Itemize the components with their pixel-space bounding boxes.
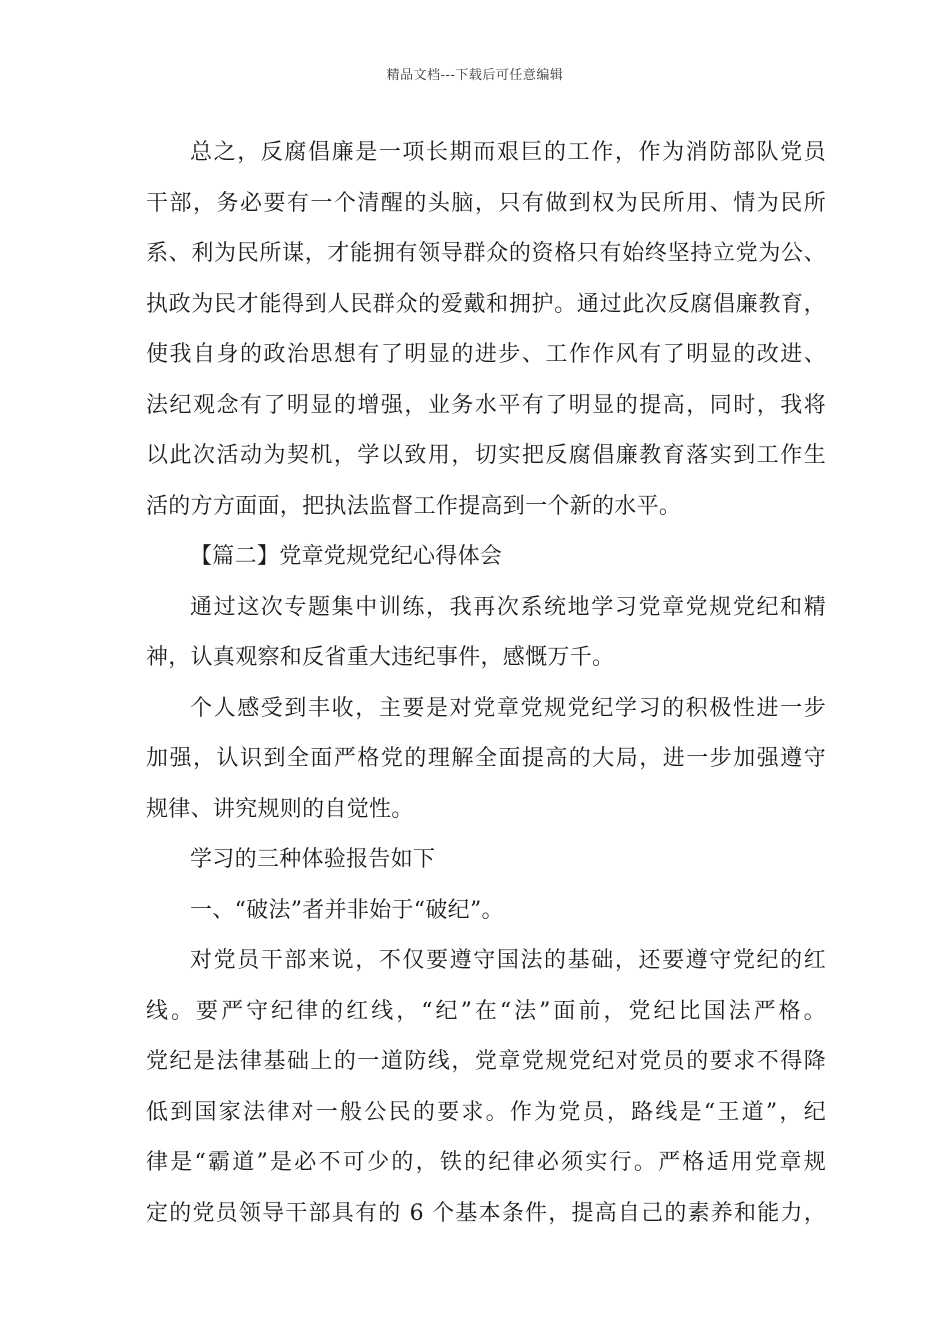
document-body bbox=[146, 128, 826, 1239]
text-line: 活的方方面面，把执法监督工作提高到一个新的水平。 bbox=[146, 493, 682, 519]
text-line: 干部，务必要有一个清醒的头脑，只有做到权为民所用、情为民所 bbox=[146, 190, 826, 216]
text-line: 使我自身的政治思想有了明显的进步、工作作风有了明显的改进、 bbox=[146, 342, 826, 367]
text-line: 神，认真观察和反省重大违纪事件，感慨万千。 bbox=[146, 645, 615, 670]
text-line: 学习的三种体验报告如下 bbox=[190, 847, 436, 872]
text-line: 以此次活动为契机，学以致用，切实把反腐倡廉教育落实到工作生 bbox=[146, 443, 826, 468]
text-line: 通过这次专题集中训练，我再次系统地学习党章党规党纪和精 bbox=[190, 594, 826, 620]
text-line: 低到国家法律对一般公民的要求。作为党员，路线是“王道”，纪 bbox=[146, 1099, 826, 1125]
text-line: 个人感受到丰收，主要是对党章党规党纪学习的积极性进一步 bbox=[190, 695, 826, 721]
text-line: 一、“破法”者并非始于“破纪”。 bbox=[190, 897, 504, 923]
text-line: 执政为民才能得到人民群众的爱戴和拥护。通过此次反腐倡廉教育， bbox=[146, 291, 826, 317]
text-line: 法纪观念有了明显的增强，业务水平有了明显的提高，同时，我将 bbox=[146, 392, 826, 418]
text-line: 规律、讲究规则的自觉性。 bbox=[146, 796, 414, 822]
text-line: 【篇二】党章党规党纪心得体会 bbox=[190, 544, 503, 569]
text-line: 党纪是法律基础上的一道防线，党章党规党纪对党员的要求不得降 bbox=[146, 1049, 826, 1074]
text-line: 加强，认识到全面严格党的理解全面提高的大局，进一步加强遵守 bbox=[146, 746, 826, 771]
page-header: 精品文档---下载后可任意编辑 bbox=[386, 68, 564, 83]
text-line: 总之，反腐倡廉是一项长期而艰巨的工作，作为消防部队党员 bbox=[190, 140, 826, 165]
text-line: 线。要严守纪律的红线，“纪”在“法”面前，党纪比国法严格。 bbox=[146, 998, 826, 1024]
text-line: 系、利为民所谋，才能拥有领导群众的资格只有始终坚持立党为公、 bbox=[146, 241, 826, 266]
text-line: 定的党员领导干部具有的 6 个基本条件，提高自己的素养和能力， bbox=[146, 1200, 826, 1226]
text-line: 律是“霸道”是必不可少的，铁的纪律必须实行。严格适用党章规 bbox=[146, 1150, 826, 1175]
text-line: 对党员干部来说，不仅要遵守国法的基础，还要遵守党纪的红 bbox=[190, 948, 826, 973]
